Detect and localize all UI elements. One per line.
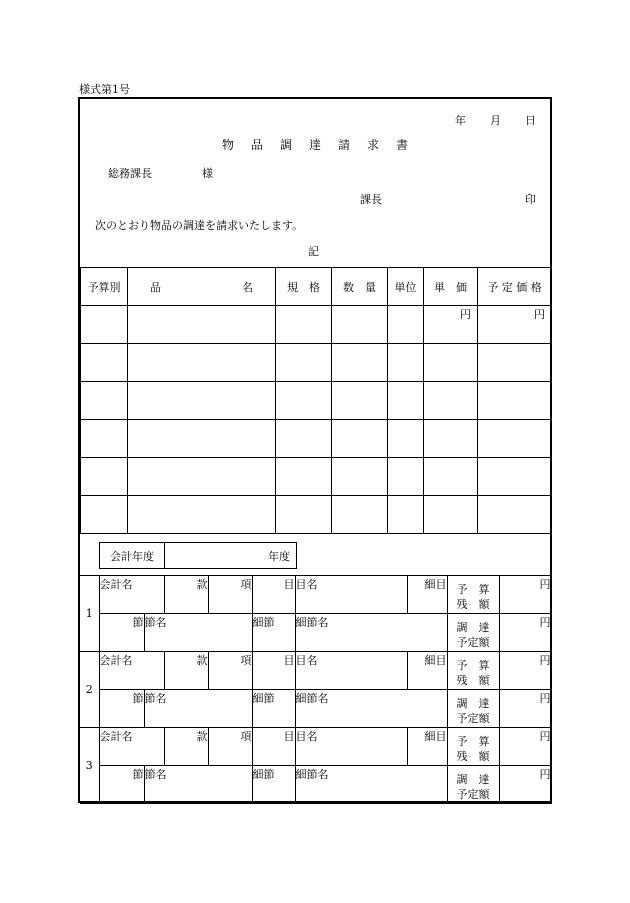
kaikei-label: 会計名 (99, 730, 133, 743)
budget-balance-cell[interactable] (499, 728, 551, 766)
kan-label: 款 (196, 654, 208, 667)
saisetsu-name-cell[interactable] (295, 614, 447, 652)
date-year-label: 年 (455, 114, 466, 127)
kan-cell[interactable] (164, 728, 208, 766)
procure-text: 調 達 (456, 772, 490, 786)
cell[interactable] (424, 382, 478, 420)
moku-name-label: 目名 (295, 654, 318, 667)
account-row-lower (80, 614, 551, 652)
moku-label: 目 (283, 654, 295, 667)
yen-label: 円 (539, 768, 551, 781)
cell[interactable] (81, 382, 128, 420)
cell[interactable] (128, 420, 276, 458)
budget-balance-cell[interactable] (499, 652, 551, 690)
saisetsu-label: 細節 (252, 616, 275, 629)
request-text: 次のとおり物品の調達を請求いたします。 (95, 219, 304, 232)
header-name-part: 名 (242, 280, 253, 294)
setsu-cell[interactable] (99, 614, 144, 652)
title-char: 書 (396, 138, 409, 152)
setsu-name-label: 節名 (144, 768, 167, 781)
account-row-lower (80, 766, 551, 804)
cell[interactable] (332, 382, 388, 420)
chief-label: 課長 (360, 193, 382, 206)
saisetsu-label: 細節 (252, 692, 275, 705)
procure-amount-label (447, 614, 499, 652)
budget-balance-label (447, 576, 499, 614)
moku-name-cell[interactable] (295, 728, 407, 766)
saisetsu-name-cell[interactable] (295, 766, 447, 804)
header-spec: 規 格 (276, 268, 332, 306)
setsu-cell[interactable] (99, 690, 144, 728)
unit-price-cell[interactable] (424, 306, 478, 344)
fiscal-year-box (99, 542, 297, 569)
account-number: 3 (80, 728, 99, 804)
title-char: 品 (251, 138, 264, 152)
procure-text: 予定額 (456, 711, 490, 725)
items-table (80, 267, 552, 534)
procure-text: 調 達 (456, 696, 490, 710)
cell[interactable] (388, 420, 424, 458)
cell[interactable] (424, 458, 478, 496)
yen-label: 円 (539, 616, 551, 629)
cell[interactable] (128, 496, 276, 534)
moku-name-cell[interactable] (295, 652, 407, 690)
header-unit-price: 単 価 (424, 268, 478, 306)
cell[interactable] (332, 344, 388, 382)
moku-cell[interactable] (252, 576, 295, 614)
accounts-table (80, 575, 552, 804)
saisetsu-cell[interactable] (252, 690, 295, 728)
cell[interactable] (81, 344, 128, 382)
cell[interactable] (424, 344, 478, 382)
cell[interactable] (388, 496, 424, 534)
budget-balance-label (447, 652, 499, 690)
seal-mark: 印 (525, 193, 536, 206)
moku-cell[interactable] (252, 652, 295, 690)
title-char: 達 (309, 138, 322, 152)
setsu-name-label: 節名 (144, 616, 167, 629)
table-row (81, 458, 552, 496)
setsu-label: 節 (132, 616, 144, 629)
budget-balance-text: 残 額 (456, 597, 490, 611)
yen-label: 円 (539, 578, 551, 591)
procure-text: 調 達 (456, 620, 490, 634)
planned-price-cell[interactable] (478, 306, 552, 344)
setsu-name-label: 節名 (144, 692, 167, 705)
cell[interactable] (276, 306, 332, 344)
kou-label: 項 (240, 578, 252, 591)
cell[interactable] (478, 496, 552, 534)
table-row (81, 306, 552, 344)
procure-amount-cell[interactable] (499, 614, 551, 652)
moku-label: 目 (283, 730, 295, 743)
budget-balance-text: 予 算 (456, 658, 490, 672)
honorific: 様 (202, 167, 213, 180)
yen-label: 円 (539, 692, 551, 705)
cell[interactable] (276, 420, 332, 458)
kaikei-name-cell[interactable] (99, 576, 164, 614)
cell[interactable] (276, 344, 332, 382)
budget-balance-text: 残 額 (456, 673, 490, 687)
cell[interactable] (81, 458, 128, 496)
account-row-upper (80, 728, 551, 766)
setsu-name-cell[interactable] (144, 690, 252, 728)
yen-label: 円 (460, 308, 471, 321)
header-item-name (128, 268, 276, 306)
cell[interactable] (276, 458, 332, 496)
header-planned-price: 予 定 価 格 (478, 268, 552, 306)
cell[interactable] (478, 344, 552, 382)
header-unit: 単位 (388, 268, 424, 306)
saisetsu-label: 細節 (252, 768, 275, 781)
saisetsu-name-label: 細節名 (295, 768, 329, 781)
setsu-name-cell[interactable] (144, 614, 252, 652)
saimoku-cell[interactable] (407, 728, 447, 766)
setsu-cell[interactable] (99, 766, 144, 804)
cell[interactable] (478, 382, 552, 420)
budget-balance-text: 残 額 (456, 749, 490, 763)
fiscal-year-suffix: 年度 (268, 549, 290, 563)
kan-label: 款 (196, 730, 208, 743)
form-number: 様式第1号 (79, 83, 130, 96)
kaikei-label: 会計名 (99, 654, 133, 667)
table-row (81, 420, 552, 458)
table-row (81, 382, 552, 420)
cell[interactable] (332, 420, 388, 458)
moku-label: 目 (283, 578, 295, 591)
budget-balance-text: 予 算 (456, 734, 490, 748)
cell[interactable] (388, 458, 424, 496)
saimoku-label: 細目 (424, 654, 447, 667)
kaikei-name-cell[interactable] (99, 728, 164, 766)
addressee: 総務課長 (108, 167, 152, 180)
yen-label: 円 (534, 308, 545, 321)
cell[interactable] (128, 382, 276, 420)
cell[interactable] (332, 458, 388, 496)
yen-label: 円 (539, 654, 551, 667)
document-title (222, 136, 425, 153)
saimoku-cell[interactable] (407, 576, 447, 614)
procure-amount-cell[interactable] (499, 690, 551, 728)
cell[interactable] (81, 496, 128, 534)
cell[interactable] (478, 458, 552, 496)
table-row (81, 496, 552, 534)
cell[interactable] (424, 496, 478, 534)
cell[interactable] (128, 458, 276, 496)
cell[interactable] (478, 420, 552, 458)
kou-cell[interactable] (208, 652, 252, 690)
saimoku-label: 細目 (424, 730, 447, 743)
budget-balance-text: 予 算 (456, 582, 490, 596)
procure-amount-label (447, 766, 499, 804)
cell[interactable] (276, 496, 332, 534)
cell[interactable] (388, 306, 424, 344)
cell[interactable] (128, 306, 276, 344)
title-char: 求 (367, 138, 380, 152)
budget-balance-label (447, 728, 499, 766)
account-row-lower (80, 690, 551, 728)
procure-text: 予定額 (456, 787, 490, 801)
yen-label: 円 (539, 730, 551, 743)
kou-label: 項 (240, 730, 252, 743)
cell[interactable] (128, 344, 276, 382)
account-number: 2 (80, 652, 99, 728)
title-char: 調 (280, 138, 293, 152)
cell[interactable] (81, 306, 128, 344)
saisetsu-cell[interactable] (252, 766, 295, 804)
cell[interactable] (81, 420, 128, 458)
kou-cell[interactable] (208, 728, 252, 766)
items-header-row (81, 268, 552, 306)
date-month-label: 月 (490, 114, 501, 127)
saisetsu-name-label: 細節名 (295, 692, 329, 705)
saimoku-cell[interactable] (407, 652, 447, 690)
title-char: 物 (222, 138, 235, 152)
account-number: 1 (80, 576, 99, 652)
ki-label: 記 (308, 245, 319, 258)
budget-balance-cell[interactable] (499, 576, 551, 614)
moku-cell[interactable] (252, 728, 295, 766)
date-day-label: 日 (525, 114, 536, 127)
fiscal-year-field[interactable] (165, 543, 296, 568)
cell[interactable] (332, 496, 388, 534)
kou-label: 項 (240, 654, 252, 667)
cell[interactable] (388, 382, 424, 420)
account-row-upper (80, 576, 551, 614)
setsu-label: 節 (132, 768, 144, 781)
header-budget: 予算別 (81, 268, 128, 306)
cell[interactable] (276, 382, 332, 420)
procure-amount-cell[interactable] (499, 766, 551, 804)
saisetsu-name-label: 細節名 (295, 616, 329, 629)
procure-text: 予定額 (456, 635, 490, 649)
kan-cell[interactable] (164, 652, 208, 690)
saimoku-label: 細目 (424, 578, 447, 591)
kaikei-name-cell[interactable] (99, 652, 164, 690)
saisetsu-cell[interactable] (252, 614, 295, 652)
moku-name-cell[interactable] (295, 576, 407, 614)
kan-label: 款 (196, 578, 208, 591)
table-row (81, 344, 552, 382)
kan-cell[interactable] (164, 576, 208, 614)
kaikei-label: 会計名 (99, 578, 133, 591)
saisetsu-name-cell[interactable] (295, 690, 447, 728)
moku-name-label: 目名 (295, 578, 318, 591)
fiscal-year-label: 会計年度 (100, 543, 165, 568)
cell[interactable] (332, 306, 388, 344)
moku-name-label: 目名 (295, 730, 318, 743)
setsu-label: 節 (132, 692, 144, 705)
header-qty: 数 量 (332, 268, 388, 306)
account-row-upper (80, 652, 551, 690)
cell[interactable] (424, 420, 478, 458)
title-char: 請 (338, 138, 351, 152)
cell[interactable] (388, 344, 424, 382)
procure-amount-label (447, 690, 499, 728)
kou-cell[interactable] (208, 576, 252, 614)
header-name-part: 品 (150, 280, 161, 294)
setsu-name-cell[interactable] (144, 766, 252, 804)
